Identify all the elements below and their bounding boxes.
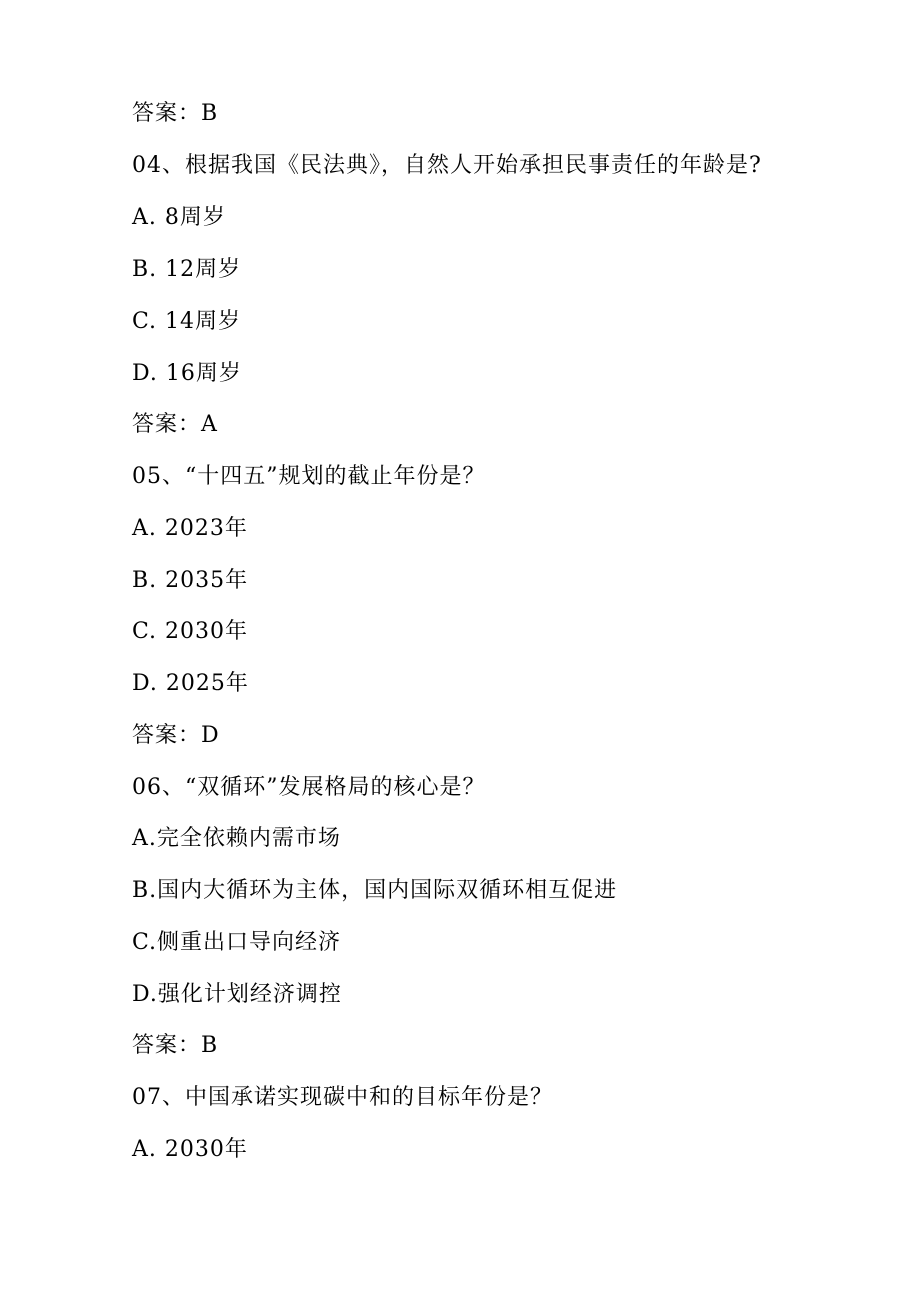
option-05-d: D. 2025年 [132, 671, 249, 696]
option-04-b: B. 12周岁 [132, 257, 242, 282]
question-04: 04、根据我国《民法典》，自然人开始承担民事责任的年龄是? [132, 153, 762, 178]
option-06-c: C.侧重出口导向经济 [132, 930, 342, 955]
option-06-a: A.完全依赖内需市场 [132, 826, 341, 851]
question-07: 07、中国承诺实现碳中和的目标年份是？ [132, 1085, 553, 1110]
answer-06: 答案：B [132, 1033, 219, 1058]
option-07-a: A. 2030年 [132, 1137, 248, 1162]
option-06-d: D.强化计划经济调控 [132, 982, 342, 1007]
option-05-b: B. 2035年 [132, 568, 249, 593]
question-05: 05、“十四五”规划的截止年份是？ [132, 464, 486, 489]
answer-03: 答案：B [132, 101, 219, 126]
question-06: 06、“双循环”发展格局的核心是？ [132, 775, 486, 800]
option-06-b: B.国内大循环为主体，国内国际双循环相互促进 [132, 878, 618, 903]
option-04-c: C. 14周岁 [132, 309, 242, 334]
option-05-a: A. 2023年 [132, 516, 248, 541]
option-04-a: A. 8周岁 [132, 205, 226, 230]
option-05-c: C. 2030年 [132, 619, 249, 644]
option-04-d: D. 16周岁 [132, 361, 242, 386]
answer-04: 答案：A [132, 412, 218, 437]
answer-05: 答案：D [132, 723, 220, 748]
